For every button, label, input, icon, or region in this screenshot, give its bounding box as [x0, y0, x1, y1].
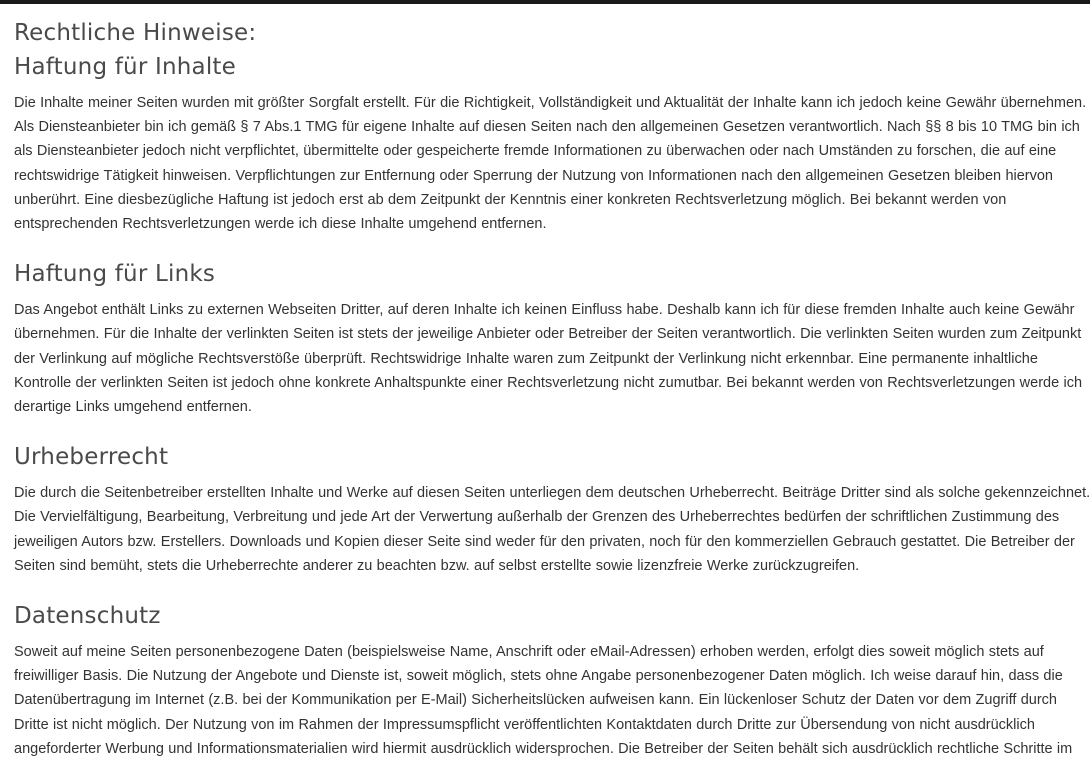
section-heading-urheberrecht: Urheberrecht	[14, 444, 169, 471]
section-heading-datenschutz: Datenschutz	[14, 603, 161, 630]
section-text-datenschutz: Soweit auf meine Seiten personenbezogene Daten (beispielsweise Name, Anschrift oder eMail-Adressen) erhoben werden, erfolgt dies soweit möglich stets auf freiwilliger Basis. Die Nutzung der Angebote und Dienste ist, soweit möglich, stets ohne Angabe personenbezogener Daten möglich. Ich weise darauf hin, dass die Datenübertragung im Internet (z.B. bei der Kommunikation per E-Mail) Sicherheitslücken aufweisen kann. Ein lückenloser Schutz der Daten vor dem Zugriff durch Dritte ist nicht möglich. Der Nutzung von im Rahmen der Impressumspflicht veröffentlichten Kontaktdaten durch Dritte zur Übersendung von nicht ausdrücklich angeforderter Werbung und Informationsmaterialien wird hiermit ausdrücklich widersprochen. Die Betreiber der Seiten behält sich ausdrücklich rechtliche Schritte im	[14, 644, 1073, 757]
section-text-haftung-inhalte: Die Inhalte meiner Seiten wurden mit größter Sorgfalt erstellt. Für die Richtigkeit, Vollständigkeit und Aktualität der Inhalte kann ich jedoch keine Gewähr übernehmen. Als Diensteanbieter bin ich gemäß § 7 Abs.1 TMG für eigene Inhalte auf diesen Seiten nach den allgemeinen Gesetzen verantwortlich. Nach §§ 8 bis 10 TMG bin ich als Diensteanbieter jedoch nicht verpflichtet, übermittelte oder gespeicherte fremde Informationen zu überwachen oder nach Umständen zu forschen, die auf eine rechtswidrige Tätigkeit hinweisen. Verpflichtungen zur Entfernung oder Sperrung der Nutzung von Informationen nach den allgemeinen Gesetzen bleiben hiervon unberührt. Eine diesbezügliche Haftung ist jedoch erst ab dem Zeitpunkt der Kenntnis einer konkreten Rechtsverletzung möglich. Bei bekannt werden von entsprechenden Rechtsverletzungen werde ich diese Inhalte umgehend entfernen.	[14, 95, 1087, 233]
section-haftung-inhalte	[14, 52, 1090, 236]
section-heading-haftung-links: Haftung für Links	[14, 261, 216, 288]
section-heading-haftung-inhalte: Haftung für Inhalte	[14, 54, 236, 80]
page-title: Rechtliche Hinweise:	[14, 20, 257, 46]
section-datenschutz	[14, 601, 1090, 761]
section-haftung-links	[14, 259, 1090, 419]
section-text-haftung-links: Das Angebot enthält Links zu externen Webseiten Dritter, auf deren Inhalte ich keinen Einfluss habe. Deshalb kann ich für diese fremden Inhalte auch keine Gewähr übernehmen. Für die Inhalte der verlinkten Seiten ist stets der jeweilige Anbieter oder Betreiber der Seiten verantwortlich. Die verlinkten Seiten wurden zum Zeitpunkt der Verlinkung auf mögliche Rechtsverstöße überprüft. Rechtswidrige Inhalte waren zum Zeitpunkt der Verlinkung nicht erkennbar. Eine permanente inhaltliche Kontrolle der verlinkten Seiten ist jedoch ohne konkrete Anhaltspunkte einer Rechtsverletzung nicht zumutbar. Bei bekannt werden von Rechtsverletzungen werde ich derartige Links umgehend entfernen.	[14, 302, 1083, 416]
section-urheberrecht	[14, 442, 1090, 578]
section-text-urheberrecht: Die durch die Seitenbetreiber erstellten Inhalte und Werke auf diesen Seiten unterliegen dem deutschen Urheberrecht. Beiträge Dritter sind als solche gekennzeichnet. Die Vervielfältigung, Bearbeitung, Verbreitung und jede Art der Verwertung außerhalb der Grenzen des Urheberrechtes bedürfen der schriftlichen Zustimmung des jeweiligen Autors bzw. Erstellers. Downloads und Kopien dieser Seite sind weder für den privaten, noch für den kommerziellen Gebrauch gestattet. Die Betreiber der Seiten sind bemüht, stets die Urheberrechte anderer zu beachten bzw. auf selbst erstellte sowie lizenzfreie Werke zurückzugreifen.	[14, 485, 1091, 574]
